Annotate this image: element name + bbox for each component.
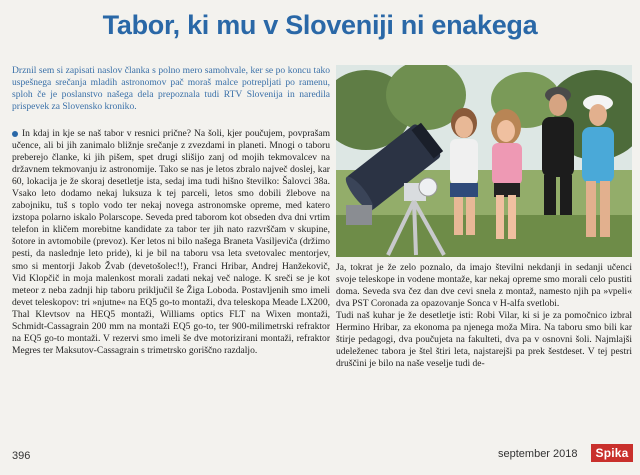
page-number: 396 — [12, 450, 31, 462]
telescope-photo-illustration — [336, 65, 632, 257]
body-right-paragraph-2: Tudi naš kuhar je že desetletje isti: Robi Vilar, ki si je za pomočnico izbral Hermino Hribar, za ekonoma pa njenega moža Mira. Na taboru smo bili kar štirje pedagogi, dva poučujeta na fakulteti, dva pa v osnovni šoli. Najmlajši udeleženec tabora je štel štiri leta, najstarejši pa prek šestdeset. V tej pestri druščini je bilo na naše veselje tudi de- — [336, 310, 632, 370]
article-photo — [336, 65, 632, 257]
body-right-paragraph-1: Ja, tokrat je že zelo poznalo, da imajo številni nekdanji in sedanji učenci svoje teleskope in vodene montaže, kar nekaj opreme smo morali celo pustiti doma. Seveda sva čez dan dve cevi snela z montaž, namesto njih pa »vpeli« dva PST Coronada za opazovanje Sonca v H-alfa svetlobi. — [336, 262, 632, 310]
body-left-column — [12, 128, 330, 357]
body-right-column — [336, 262, 632, 370]
article-lead: Drznil sem si zapisati naslov članka s polno mero samohvale, ker se po koncu tako uspešnega srečanja mladih astronomov pač moraš malce potrepljati po ramenu, sploh če je poslanstvo našega dela prepoznala tudi RTV Slovenija in naredila prispevek za Slovensko kroniko. — [12, 65, 330, 113]
article-title: Tabor, ki mu v Sloveniji ni enakega — [102, 10, 538, 40]
spika-logo: Spika — [591, 444, 633, 462]
body-left-text: In kdaj in kje se naš tabor v resnici prične? Na šoli, kjer poučujem, povprašam učence, ali bi jih zanimalo bližnje srečanje z zvezdami in planeti. Mnogi o taboru preberejo članke, ki jih pišem, spet drugi slišijo zanj od mojih tekmovalcev na državnem tekmovanju iz astronomije. Tako se nas je letos zbralo največ doslej, kar 60, lokacija je že skoraj desetletje ista, sedaj ima tudi hišno številko: Šalovci 38a. Vsako leto dodamo nekaj luksuza k tej parceli, letos smo dobili žlebove na zabojniku, tuš s toplo vodo ter nekaj novega astronomske opreme, med katero izstopa polarno iskalo Polarscope. Seveda pred taborom kot obseden dva dni vrtim telefon in kličem morebitne kandidate za tabor ter jih nato razvrščam v skupine, šotore in avtomobile (prevoz). Ker letos ni bilo našega Braneta Vasiljeviča (držimo pesti, da naslednje leto pride), ki je bil na taboru vsa leta svetovalec mentorjev, smo si mentorji Jakob Žvab (devetošolec!!), Franci Hribar, Andrej Hanžekovič, Vid Klopčič in moja malenkost morali zadati nekaj več naloge. K sreči se je kot meteor z neba zadnji hip taboru priključil še Žiga Loboda. Postavljenih smo imeli devet teleskopov: tri »njutne« na EQ5 go-to montaži, dva teleskopa Meade LX200, Thal Klevtsov na HEQ5 montaži, Williams optics FLT na Wixen montaži, Schmidt-Cassagrain 200 mm na montaži EQ5 go-to, ter 900-milimetrski refraktor na EQ5 go-to montaži. V rezervi smo imeli še dve motorizirani montaži, refraktor Megres ter Maksutov-Cassagrain s trimetrsko goriščno razdaljo. — [12, 128, 330, 356]
issue-date: september 2018 — [498, 448, 578, 460]
